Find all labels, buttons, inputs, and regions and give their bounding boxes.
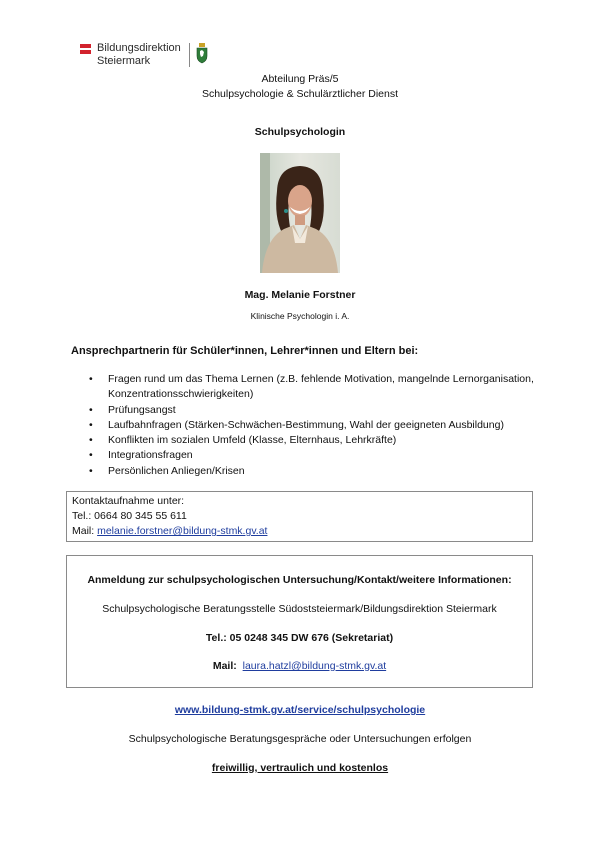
list-item: • Prüfungsangst bbox=[88, 403, 548, 418]
list-item: • Persönlichen Anliegen/Krisen bbox=[88, 464, 548, 479]
logo-line-1: Bildungsdirektion bbox=[97, 42, 181, 54]
department-line-2: Schulpsychologie & Schulärztlicher Dienst bbox=[201, 88, 399, 100]
logo-flag-bottom bbox=[80, 50, 91, 54]
contact-mail-label: Mail: bbox=[72, 525, 98, 537]
contact-email-link[interactable]: melanie.forstner@bildung-stmk.gv.at bbox=[97, 525, 268, 537]
contact-box bbox=[66, 491, 533, 542]
registration-mail bbox=[67, 660, 532, 672]
crest-icon bbox=[196, 43, 208, 64]
person-subtitle: Klinische Psychologin i. A. bbox=[250, 311, 350, 321]
registration-heading: Anmeldung zur schulpsychologischen Untersuchung/Kontakt/weitere Informationen: bbox=[87, 574, 512, 586]
footer-note: Schulpsychologische Beratungsgespräche oder Untersuchungen erfolgen bbox=[128, 733, 472, 745]
website-line bbox=[0, 704, 600, 716]
contact-heading: Ansprechpartnerin für Schüler*innen, Lehrer*innen und Eltern bei: bbox=[71, 345, 419, 357]
list-item: • Integrationsfragen bbox=[88, 448, 548, 463]
registration-office: Schulpsychologische Beratungsstelle Südoststeiermark/Bildungsdirektion Steiermark bbox=[102, 603, 497, 615]
list-item: • Konflikten im sozialen Umfeld (Klasse, Elternhaus, Lehrkräfte) bbox=[88, 433, 548, 448]
list-item: • Laufbahnfragen (Stärken-Schwächen-Bestimmung, Wahl der geeigneten Ausbildung) bbox=[88, 418, 548, 433]
registration-email-link[interactable]: laura.hatzl@bildung-stmk.gv.at bbox=[242, 660, 387, 672]
logo-line-2: Steiermark bbox=[97, 55, 151, 67]
topic-list bbox=[88, 372, 548, 479]
terms-line: freiwillig, vertraulich und kostenlos bbox=[211, 762, 389, 774]
registration-phone: Tel.: 05 0248 345 DW 676 (Sekretariat) bbox=[205, 632, 394, 644]
logo-text bbox=[97, 42, 181, 68]
person-name: Mag. Melanie Forstner bbox=[244, 289, 356, 301]
registration-box bbox=[66, 555, 533, 688]
contact-intro: Kontaktaufnahme unter: bbox=[72, 495, 185, 507]
portrait-photo bbox=[260, 153, 340, 273]
website-link[interactable]: www.bildung-stmk.gv.at/service/schulpsychologie bbox=[174, 704, 426, 716]
logo-divider bbox=[189, 43, 190, 67]
registration-mail-label: Mail: bbox=[212, 660, 243, 672]
department-line-1: Abteilung Präs/5 bbox=[261, 73, 339, 85]
role-title: Schulpsychologin bbox=[254, 126, 346, 138]
contact-phone: Tel.: 0664 80 345 55 611 bbox=[72, 510, 187, 522]
logo-flag-top bbox=[80, 44, 91, 48]
contact-mail bbox=[72, 524, 527, 539]
list-item: • Fragen rund um das Thema Lernen (z.B. fehlende Motivation, mangelnde Lernorganisation, Konzentrationsschwierigkeiten) bbox=[88, 372, 548, 403]
